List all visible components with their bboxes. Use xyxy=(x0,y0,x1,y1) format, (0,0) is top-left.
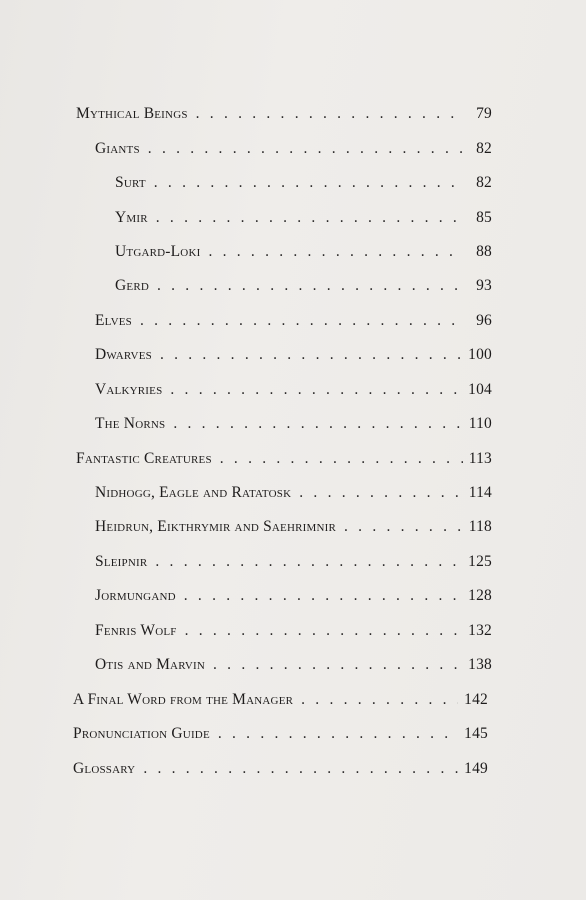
toc-entry-nidhogg xyxy=(95,484,492,508)
toc-entry-page: 113 xyxy=(468,450,492,467)
toc-entry-title: Valkyries xyxy=(95,381,163,398)
toc-entry-page: 145 xyxy=(464,725,488,742)
toc-entry-title: Surt xyxy=(115,174,146,191)
toc-entry-title: Jormungand xyxy=(95,587,176,604)
toc-entry-surt xyxy=(115,174,492,198)
dot-leader xyxy=(143,760,458,778)
toc-entry-title: Ymir xyxy=(115,209,148,226)
toc-entry-heidrun xyxy=(95,518,492,542)
dot-leader xyxy=(148,140,464,158)
toc-entry-title: Utgard-Loki xyxy=(115,243,201,260)
toc-entry-page: 125 xyxy=(468,553,492,570)
dot-leader xyxy=(218,725,458,743)
toc-entry-mythical-beings xyxy=(76,105,492,129)
dot-leader xyxy=(196,105,464,123)
toc-entry-title: Giants xyxy=(95,140,140,157)
toc-entry-title: Otis and Marvin xyxy=(95,656,206,673)
toc-entry-glossary xyxy=(73,760,488,784)
dot-leader xyxy=(220,450,463,468)
toc-entry-page: 96 xyxy=(476,312,492,329)
toc-entry-page: 88 xyxy=(476,243,492,260)
toc-entry-title: Nidhogg, Eagle and Ratatosk xyxy=(95,484,292,501)
dot-leader xyxy=(185,622,463,640)
toc-entry-title: Gerd xyxy=(115,277,149,294)
dot-leader xyxy=(173,415,462,433)
dot-leader xyxy=(184,587,462,605)
dot-leader xyxy=(344,518,463,536)
dot-leader xyxy=(213,656,462,674)
toc-entry-fantastic-creatures xyxy=(76,450,492,474)
toc-entry-page: 79 xyxy=(476,105,492,122)
toc-entry-page: 114 xyxy=(468,484,492,501)
dot-leader xyxy=(155,553,462,571)
toc-entry-gerd xyxy=(115,277,492,301)
toc-entry-jormungand xyxy=(95,587,492,611)
toc-entry-title: Elves xyxy=(95,312,132,329)
toc-entry-title: Heidrun, Eikthrymir and Saehrimnir xyxy=(95,518,337,535)
toc-entry-fenris-wolf xyxy=(95,622,492,646)
toc-entry-page: 100 xyxy=(468,346,492,363)
toc-entry-ymir xyxy=(115,209,492,233)
dot-leader xyxy=(299,484,462,502)
dot-leader xyxy=(301,691,458,709)
toc-entry-elves xyxy=(95,312,492,336)
toc-entry-giants xyxy=(95,140,492,164)
toc-entry-title: Fantastic Creatures xyxy=(76,450,212,467)
toc-entry-title: Pronunciation Guide xyxy=(73,725,210,742)
toc-entry-title: A Final Word from the Manager xyxy=(73,691,294,708)
toc-entry-final-word xyxy=(73,691,488,715)
toc-entry-pronunciation-guide xyxy=(73,725,488,749)
toc-entry-page: 104 xyxy=(468,381,492,398)
toc-entry-page: 82 xyxy=(476,140,492,157)
toc-entry-valkyries xyxy=(95,381,492,405)
dot-leader xyxy=(156,209,464,227)
toc-entry-title: Mythical Beings xyxy=(76,105,188,122)
toc-entry-title: Fenris Wolf xyxy=(95,622,177,639)
toc-entry-page: 110 xyxy=(468,415,492,432)
toc-entry-page: 82 xyxy=(476,174,492,191)
toc-entry-page: 138 xyxy=(468,656,492,673)
toc-entry-page: 142 xyxy=(464,691,488,708)
dot-leader xyxy=(157,277,464,295)
toc-entry-dwarves xyxy=(95,346,492,370)
dot-leader xyxy=(170,381,462,399)
dot-leader xyxy=(160,346,462,364)
toc-entry-otis-and-marvin xyxy=(95,656,492,680)
toc-entry-sleipnir xyxy=(95,553,492,577)
dot-leader xyxy=(140,312,464,330)
dot-leader xyxy=(208,243,464,261)
toc-entry-title: Dwarves xyxy=(95,346,152,363)
toc-entry-utgard-loki xyxy=(115,243,492,267)
toc-entry-title: Glossary xyxy=(73,760,136,777)
toc-entry-page: 118 xyxy=(468,518,492,535)
toc-entry-page: 149 xyxy=(464,760,488,777)
toc-entry-page: 132 xyxy=(468,622,492,639)
toc-entry-page: 93 xyxy=(476,277,492,294)
dot-leader xyxy=(154,174,464,192)
toc-entry-the-norns xyxy=(95,415,492,439)
toc-entry-page: 128 xyxy=(468,587,492,604)
toc-entry-title: The Norns xyxy=(95,415,166,432)
toc-entry-page: 85 xyxy=(476,209,492,226)
toc-entry-title: Sleipnir xyxy=(95,553,148,570)
